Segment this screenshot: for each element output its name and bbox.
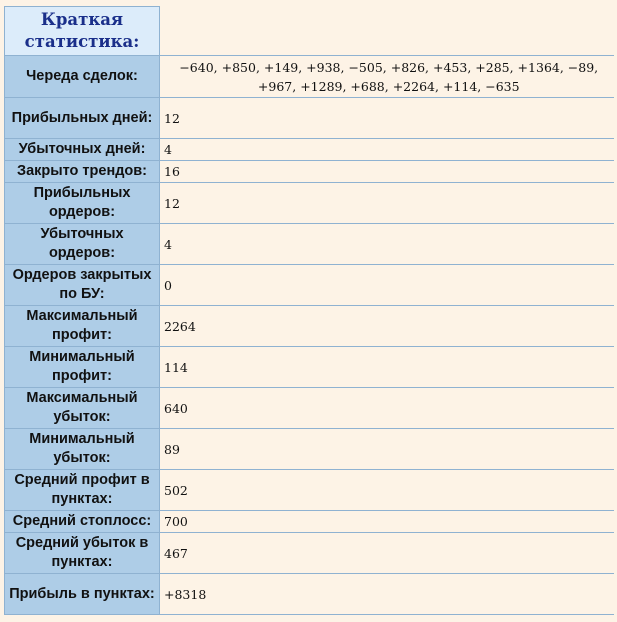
row-label: Минимальный профит: <box>5 347 160 388</box>
row-value: 114 <box>160 347 614 388</box>
row-label: Прибыль в пунктах: <box>5 574 160 615</box>
row-label: Прибыльных дней: <box>5 98 160 139</box>
table-row <box>5 56 614 98</box>
row-value: 16 <box>160 161 614 183</box>
table-row <box>5 265 614 306</box>
table-row <box>5 98 614 139</box>
table-header-row <box>5 7 614 56</box>
table-row <box>5 224 614 265</box>
row-label: Убыточных ордеров: <box>5 224 160 265</box>
row-value: 4 <box>160 224 614 265</box>
table-row <box>5 183 614 224</box>
table-row <box>5 470 614 511</box>
row-value: 12 <box>160 183 614 224</box>
table-row <box>5 139 614 161</box>
table-row <box>5 574 614 615</box>
row-value: 640 <box>160 388 614 429</box>
table-title: Краткая статистика: <box>5 7 160 56</box>
row-value: 2264 <box>160 306 614 347</box>
row-label: Череда сделок: <box>5 56 160 98</box>
row-label: Ордеров закрытых по БУ: <box>5 265 160 306</box>
row-label: Минимальный убыток: <box>5 429 160 470</box>
row-value: 0 <box>160 265 614 306</box>
row-label: Средний стоплосс: <box>5 511 160 533</box>
row-value: 700 <box>160 511 614 533</box>
table-row <box>5 511 614 533</box>
table-row <box>5 306 614 347</box>
table-row <box>5 388 614 429</box>
row-label: Максимальный убыток: <box>5 388 160 429</box>
table-row <box>5 161 614 183</box>
header-empty-cell <box>160 7 614 56</box>
row-value: 12 <box>160 98 614 139</box>
row-value: +8318 <box>160 574 614 615</box>
row-value: 4 <box>160 139 614 161</box>
row-label: Убыточных дней: <box>5 139 160 161</box>
stats-table <box>4 6 614 615</box>
row-value: 502 <box>160 470 614 511</box>
stats-table-container <box>4 6 613 615</box>
row-label: Прибыльных ордеров: <box>5 183 160 224</box>
table-row <box>5 533 614 574</box>
row-label: Закрыто трендов: <box>5 161 160 183</box>
trade-sequence-value: −640, +850, +149, +938, −505, +826, +453, +285, +1364, −89, +967, +1289, +688, +2264, +114, −635 <box>160 56 614 98</box>
row-label: Максимальный профит: <box>5 306 160 347</box>
row-label: Средний убыток в пунктах: <box>5 533 160 574</box>
row-label: Средний профит в пунктах: <box>5 470 160 511</box>
table-row <box>5 347 614 388</box>
table-row <box>5 429 614 470</box>
row-value: 89 <box>160 429 614 470</box>
row-value: 467 <box>160 533 614 574</box>
